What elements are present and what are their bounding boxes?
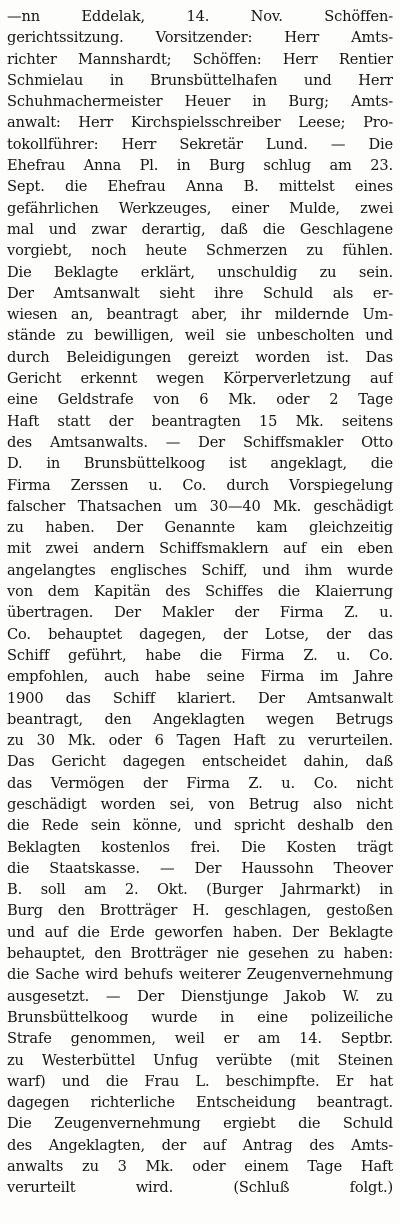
article-line: Die Beklagte erklärt, unschuldig zu sein. (7, 263, 393, 281)
article-line: Sept. die Ehefrau Anna B. mittelst eines (7, 178, 393, 196)
article-line: Firma Zerssen u. Co. durch Vorspiegelung (7, 476, 393, 494)
article-line: die Staatskasse. — Der Haussohn Theover (7, 859, 393, 877)
article-line: übertragen. Der Makler der Firma Z. u. (7, 604, 393, 622)
article-line: zu Westerbüttel Unfug verübte (mit Steinen (7, 1051, 393, 1069)
article-line-final: verurteilt wird. (Schluß folgt.) (7, 1179, 393, 1197)
article-line: richter Mannshardt; Schöffen: Herr Rentier (7, 50, 393, 68)
article-line: des Amtsanwalts. — Der Schiffsmakler Otto (7, 433, 393, 451)
article-line: B. soll am 2. Okt. (Burger Jahrmarkt) in (7, 881, 393, 899)
article-line: Schiff geführt, habe die Firma Z. u. Co. (7, 646, 393, 664)
article-line: geschädigt worden sei, von Betrug also nicht (7, 795, 393, 813)
article-line: empfohlen, auch habe seine Firma im Jahre (7, 668, 393, 686)
article-line: zu haben. Der Genannte kam gleichzeitig (7, 519, 393, 537)
article-line: warf) und die Frau L. beschimpfte. Er hat (7, 1072, 393, 1090)
article-line: wiesen an, beantragt aber, ihr mildernde Um- (7, 306, 393, 324)
article-line: Das Gericht dagegen entscheidet dahin, daß (7, 753, 393, 771)
article-line: Burg den Brotträger H. geschlagen, gestoßen (7, 902, 393, 920)
article-line: anwalts zu 3 Mk. oder einem Tage Haft (7, 1158, 393, 1176)
article-line: 1900 das Schiff klariert. Der Amtsanwalt (7, 689, 393, 707)
article-line: eine Geldstrafe von 6 Mk. oder 2 Tage (7, 391, 393, 409)
article-line: dagegen richterliche Entscheidung beantragt. (7, 1094, 393, 1112)
article-line: vorgiebt, noch heute Schmerzen zu fühlen. (7, 242, 393, 260)
article-line: falscher Thatsachen um 30—40 Mk. geschädigt (7, 497, 393, 515)
article-line: D. in Brunsbüttelkoog ist angeklagt, die (7, 455, 393, 473)
article-line: von dem Kapitän des Schiffes die Klaierrung (7, 583, 393, 601)
article-line: anwalt: Herr Kirchspielsschreiber Leese; Pro- (7, 114, 393, 132)
article-line: —nn Eddelak, 14. Nov. Schöffen- (7, 8, 393, 25)
article-line: Der Amtsanwalt sieht ihre Schuld als er- (7, 284, 393, 302)
article-line: Schmielau in Brunsbüttelhafen und Herr (7, 71, 393, 89)
article-line: gefährlichen Werkzeuges, einer Mulde, zwei (7, 199, 393, 217)
article-line: die Rede sein könne, und spricht deshalb den (7, 817, 393, 835)
article-line: stände zu bewilligen, weil sie unbescholten und (7, 327, 393, 345)
article-line: Die Zeugenvernehmung ergiebt die Schuld (7, 1115, 393, 1133)
article-line: tokollführer: Herr Sekretär Lund. — Die (7, 135, 393, 153)
article-line: gerichtssitzung. Vorsitzender: Herr Amts- (7, 29, 393, 47)
article-line: Gericht erkennt wegen Körperverletzung auf (7, 370, 393, 388)
article-line: Beklagten kostenlos frei. Die Kosten trägt (7, 838, 393, 856)
article-line: ausgesetzt. — Der Dienstjunge Jakob W. zu (7, 987, 393, 1005)
article-line: Ehefrau Anna Pl. in Burg schlug am 23. (7, 157, 393, 175)
article-line: Strafe genommen, weil er am 14. Septbr. (7, 1030, 393, 1048)
article-line: mit zwei andern Schiffsmaklern auf ein eben (7, 540, 393, 558)
article-line: des Angeklagten, der auf Antrag des Amts- (7, 1136, 393, 1154)
article-line: zu 30 Mk. oder 6 Tagen Haft zu verurteilen. (7, 732, 393, 750)
article-line: Schuhmachermeister Heuer in Burg; Amts- (7, 93, 393, 111)
article-line: das Vermögen der Firma Z. u. Co. nicht (7, 774, 393, 792)
article-line: beantragt, den Angeklagten wegen Betrugs (7, 710, 393, 728)
article-line: Co. behauptet dagegen, der Lotse, der das (7, 625, 393, 643)
article-line: die Sache wird behufs weiterer Zeugenvernehmung (7, 966, 393, 984)
article-line: behauptet, den Brotträger nie gesehen zu haben: (7, 945, 393, 963)
article-line: Haft statt der beantragten 15 Mk. seitens (7, 412, 393, 430)
article-line: angelangtes englisches Schiff, und ihm wurde (7, 561, 393, 579)
article-line: und auf die Erde geworfen haben. Der Beklagte (7, 923, 393, 941)
article-line: Brunsbüttelkoog wurde in eine polizeiliche (7, 1008, 393, 1026)
article-line: mal und zwar derartig, daß die Geschlagene (7, 220, 393, 238)
article-line: durch Beleidigungen gereizt worden ist. Das (7, 348, 393, 366)
